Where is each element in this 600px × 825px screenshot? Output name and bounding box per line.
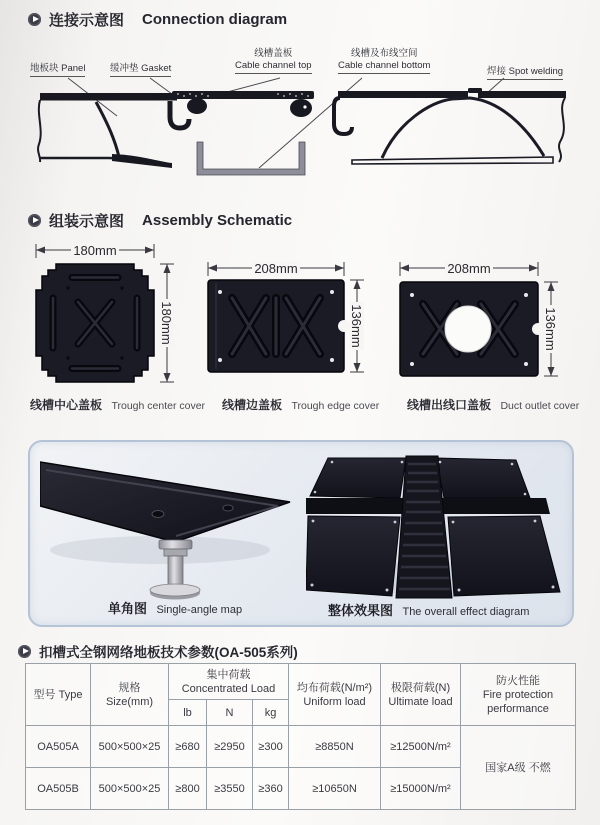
- dim-height-label: 136mm: [349, 304, 364, 348]
- cover-caption-edge: 线槽边盖板 Trough edge cover: [222, 398, 380, 412]
- dim-width-label: 180mm: [73, 243, 117, 258]
- single-angle-photo: [40, 450, 302, 600]
- section-bullet-icon: [18, 645, 31, 658]
- dim-height-label: 180mm: [159, 301, 174, 345]
- cell-size: 500×500×25: [91, 768, 169, 810]
- floor-panel: [448, 516, 560, 596]
- specs-title-text: 扣槽式全钢网络地板技术参数(OA-505系列): [39, 645, 298, 660]
- col-header-fire: 防火性能 Fire protection performance: [461, 664, 576, 726]
- cell-uniform: ≥8850N: [289, 726, 381, 768]
- trough-center-cover-drawing: [28, 240, 178, 408]
- panel-right-section: [334, 88, 566, 164]
- cell-kg: ≥300: [253, 726, 289, 768]
- floor-panel: [306, 516, 400, 596]
- gasket-left: [187, 98, 207, 114]
- duct-outlet-cover-drawing: [396, 258, 566, 400]
- cell-size: 500×500×25: [91, 726, 169, 768]
- outlet-hole: [445, 306, 491, 352]
- cell-lb: ≥680: [169, 726, 207, 768]
- dim-width-label: 208mm: [447, 261, 491, 276]
- single-angle-caption: 单角图 Single-angle map: [108, 601, 243, 616]
- cell-ultimate: ≥12500N/m²: [381, 726, 461, 768]
- cell-lb: ≥800: [169, 768, 207, 810]
- cable-channel-bottom-u: [197, 142, 305, 175]
- cover-caption-outlet: 线槽出线口盖板 Duct outlet cover: [407, 398, 580, 412]
- cover-caption-center: 线槽中心盖板 Trough center cover: [30, 398, 206, 412]
- cell-ultimate: ≥15000N/m²: [381, 768, 461, 810]
- section-bullet-icon: [28, 13, 41, 26]
- cell-n: ≥2950: [207, 726, 253, 768]
- label-panel: 地板块 Panel: [30, 63, 85, 77]
- cell-uniform: ≥10650N: [289, 768, 381, 810]
- assembly-title-zh: 组装示意图: [49, 213, 125, 230]
- photo-panel: [28, 440, 574, 627]
- dim-width-label: 208mm: [254, 261, 298, 276]
- floor-panel: [310, 458, 406, 498]
- connection-cross-section-drawing: [0, 40, 600, 202]
- label-gasket: 缓冲垫 Gasket: [110, 63, 171, 77]
- dim-height-label: 136mm: [543, 307, 558, 351]
- col-header-ultimate: 极限荷载(N) Ultimate load: [381, 664, 461, 726]
- col-header-kg: kg: [253, 700, 289, 726]
- connection-title-zh: 连接示意图: [49, 12, 125, 29]
- col-header-uniform: 均布荷载(N/m²) Uniform load: [289, 664, 381, 726]
- col-header-concentrated: 集中荷载 Concentrated Load: [169, 664, 289, 700]
- overall-effect-caption: 整体效果图 The overall effect diagram: [328, 603, 530, 618]
- connection-title: [28, 9, 287, 30]
- gasket-right: [290, 99, 312, 117]
- col-header-type: 型号 Type: [26, 664, 91, 726]
- spot-weld-tab: [468, 88, 482, 93]
- table-row: [26, 726, 576, 768]
- connection-title-en: Connection diagram: [142, 11, 288, 28]
- label-welding: 焊接 Spot welding: [487, 66, 563, 80]
- section-bullet-icon: [28, 214, 41, 227]
- panel-left-section: [38, 93, 189, 168]
- cable-channel-top-plate: [172, 91, 314, 117]
- assembly-title-en: Assembly Schematic: [142, 212, 293, 229]
- cell-type: OA505B: [26, 768, 91, 810]
- assembly-title: [28, 210, 292, 231]
- label-channel-bottom: 线槽及布线空间 Cable channel bottom: [338, 48, 430, 74]
- col-header-lb: lb: [169, 700, 207, 726]
- cell-kg: ≥360: [253, 768, 289, 810]
- cell-fire-rating: 国家A级 不燃: [461, 726, 576, 810]
- edge-notch: [338, 320, 350, 332]
- floor-panel: [436, 458, 530, 498]
- edge-notch: [532, 323, 544, 335]
- trough-edge-cover-drawing: [204, 258, 372, 398]
- overall-effect-photo: [306, 448, 566, 600]
- specs-table: [25, 663, 576, 810]
- cell-n: ≥3550: [207, 768, 253, 810]
- cell-type: OA505A: [26, 726, 91, 768]
- label-channel-top: 线槽盖板 Cable channel top: [235, 48, 312, 74]
- col-header-size: 规格 Size(mm): [91, 664, 169, 726]
- col-header-n: N: [207, 700, 253, 726]
- specs-title: [18, 641, 298, 661]
